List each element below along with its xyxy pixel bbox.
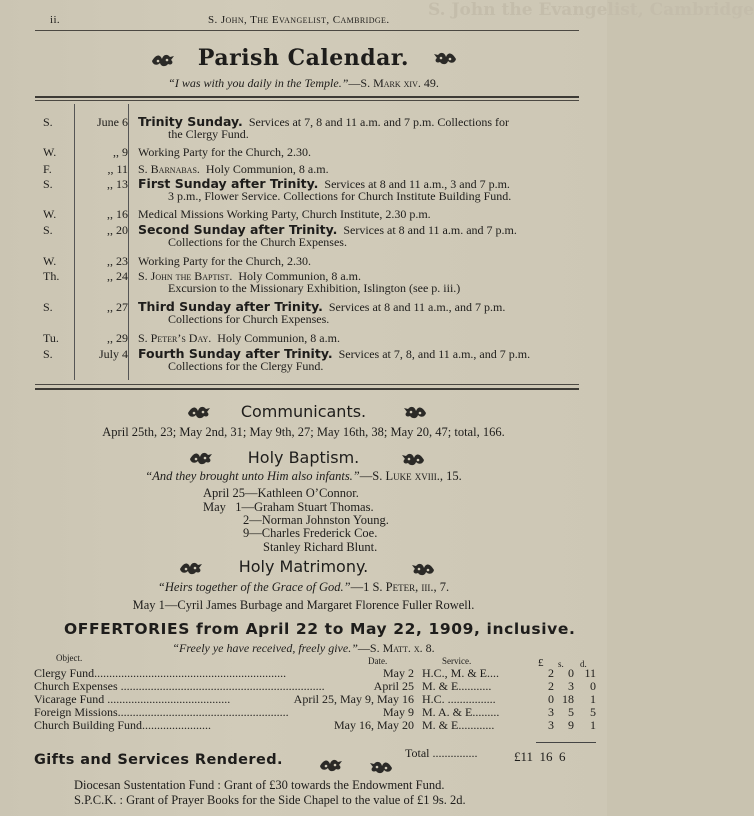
offertory-date: May 9 — [383, 705, 414, 719]
offertory-date: May 16, May 20 — [334, 718, 414, 732]
calendar-event — [138, 224, 582, 248]
offertories-title: OFFERTORIES from April 22 to May 22, 1909, inclusive. — [64, 620, 576, 638]
event-continuation: Collections for the Church Expenses. — [168, 235, 347, 249]
event-text: Services at 7, 8 and 11 a.m. and 7 p.m. Collections for — [248, 115, 509, 129]
fleuron-ornament-icon — [402, 404, 428, 420]
calendar-date: ,, 16 — [107, 207, 128, 221]
calendar-event — [138, 146, 582, 158]
calendar-quote-ref: —S. Mark xiv. 49. — [348, 76, 439, 90]
event-text: Working Party for the Church, 2.30. — [138, 145, 312, 159]
offertory-date: April 25, May 9, May 16 — [293, 692, 414, 706]
event-title: S. Barnabas. — [138, 162, 200, 176]
column-header-date: Date. — [368, 656, 388, 666]
gift-entry: Diocesan Sustentation Fund : Grant of £30 towards the Endowment Fund. — [74, 778, 445, 792]
calendar-event — [138, 178, 582, 202]
column-divider — [128, 104, 129, 380]
event-continuation: Excursion to the Missionary Exhibition, Islington (see p. iii.) — [168, 281, 461, 295]
calendar-day: S. — [43, 177, 53, 191]
event-text: Services at 7, 8, and 11 a.m., and 7 p.m. — [338, 347, 531, 361]
header-rule — [35, 30, 579, 31]
calendar-date: ,, 9 — [113, 145, 128, 159]
event-title: Fourth Sunday after Trinity. — [138, 346, 333, 361]
total-rule — [536, 742, 596, 743]
calendar-date: ,, 27 — [107, 300, 128, 314]
event-title: First Sunday after Trinity. — [138, 176, 319, 191]
fleuron-ornament-icon — [368, 759, 394, 775]
gifts-heading: Gifts and Services Rendered. — [34, 752, 283, 768]
calendar-bottom-rule-thick — [35, 388, 579, 390]
offertory-service: M. & E........... — [422, 679, 492, 693]
offertory-pounds: 3 — [548, 705, 554, 719]
fleuron-ornament-icon — [410, 561, 436, 577]
column-header-shillings: s. — [558, 659, 564, 669]
calendar-quote-text: “I was with you daily in the Temple.” — [168, 76, 349, 90]
offertory-service: M. A. & E......... — [422, 705, 500, 719]
column-header-pounds: £ — [538, 657, 544, 669]
offertory-pounds: 3 — [548, 718, 554, 732]
offertory-date: April 25 — [373, 679, 414, 693]
baptism-entry: 2—Norman Johnston Young. — [243, 513, 389, 527]
offertory-shillings: 9 — [568, 718, 574, 732]
total-amount: £11 16 6 — [514, 749, 566, 764]
event-title: Second Sunday after Trinity. — [138, 222, 338, 237]
calendar-day: S. — [43, 115, 53, 129]
offertory-object: Vicarage Fund ......................................... — [34, 692, 231, 706]
offertory-shillings: 0 — [568, 666, 574, 680]
baptism-entry: 9—Charles Frederick Coe. — [243, 526, 378, 540]
event-title: S. Peter’s Day. — [138, 331, 212, 345]
offertory-service: H.C. ................ — [422, 692, 496, 706]
column-header-object: Object. — [56, 653, 83, 663]
fleuron-ornament-icon — [318, 757, 344, 773]
baptism-entry: Stanley Richard Blunt. — [263, 540, 378, 554]
offertories-quote-ref: —S. Matt. x. 8. — [357, 641, 435, 655]
event-text: Holy Communion, 8 a.m. — [238, 269, 362, 283]
offertory-row — [34, 679, 594, 692]
calendar-quote — [0, 76, 607, 91]
calendar-event — [138, 301, 582, 325]
calendar-day: Tu. — [43, 331, 59, 345]
calendar-event — [138, 348, 582, 372]
calendar-event — [138, 208, 582, 220]
calendar-day: W. — [43, 145, 57, 159]
matrimony-quote — [0, 580, 607, 595]
calendar-date: ,, 11 — [107, 162, 128, 176]
calendar-date: ,, 23 — [107, 254, 128, 268]
calendar-title: Parish Calendar. — [197, 45, 410, 71]
calendar-bottom-rule — [35, 384, 579, 385]
offertory-pence: 1 — [590, 692, 596, 706]
event-text: Holy Communion, 8 a.m. — [205, 162, 329, 176]
offertory-pence: 11 — [584, 666, 596, 680]
offertory-object: Church Building Fund....................... — [34, 718, 212, 732]
column-header-pence: d. — [580, 659, 587, 669]
page-number: ii. — [50, 14, 61, 26]
baptism-entry: April 25—Kathleen O’Connor. — [203, 486, 359, 500]
baptism-quote-text: “And they brought unto Him also infants.” — [145, 469, 360, 483]
offertory-row — [34, 692, 594, 705]
offertory-object: Clergy Fund................................................................ — [34, 666, 287, 680]
event-text: Working Party for the Church, 2.30. — [138, 254, 312, 268]
communicants-text: April 25th, 23; May 2nd, 31; May 9th, 27; May 16th, 38; May 20, 47; total, 166. — [102, 425, 505, 439]
offertory-pence: 1 — [590, 718, 596, 732]
matrimony-quote-text: “Heirs together of the Grace of God.” — [157, 580, 351, 594]
event-continuation: Collections for the Clergy Fund. — [168, 359, 324, 373]
calendar-day: S. — [43, 347, 53, 361]
event-continuation: the Clergy Fund. — [168, 127, 249, 141]
offertory-object: Church Expenses .................................................................... — [34, 679, 325, 693]
matrimony-heading: Holy Matrimony. — [238, 557, 369, 576]
baptism-quote-ref: —S. Luke xviii., 15. — [359, 469, 462, 483]
total-label: Total ............... — [405, 746, 478, 760]
offertory-shillings: 3 — [568, 679, 574, 693]
offertory-pence: 0 — [590, 679, 596, 693]
running-title: S. John, The Evangelist, Cambridge. — [208, 14, 390, 26]
calendar-date: ,, 29 — [107, 331, 128, 345]
calendar-date: June 6 — [97, 115, 128, 129]
show-through-text: S. John the Evangelist, Cambridge — [428, 0, 754, 20]
calendar-event — [138, 332, 582, 344]
calendar-day: W. — [43, 254, 57, 268]
communicants-heading: Communicants. — [240, 402, 367, 421]
event-text: Holy Communion, 8 a.m. — [217, 331, 340, 345]
offertories-quote — [0, 641, 607, 656]
event-text: Services at 8 and 11 a.m., 3 and 7 p.m. — [324, 177, 510, 191]
calendar-date: July 4 — [98, 347, 128, 361]
offertory-shillings: 18 — [562, 692, 574, 706]
offertory-service: H.C., M. & E.... — [422, 666, 500, 680]
event-title: Third Sunday after Trinity. — [138, 299, 323, 314]
offertory-shillings: 5 — [568, 705, 574, 719]
calendar-date: ,, 13 — [107, 177, 128, 191]
calendar-day: F. — [43, 162, 52, 176]
event-title: S. John the Baptist. — [138, 269, 233, 283]
event-continuation: 3 p.m., Flower Service. Collections for Church Institute Building Fund. — [168, 189, 512, 203]
calendar-table — [36, 104, 582, 380]
event-text: Services at 8 and 11 a.m., and 7 p.m. — [328, 300, 506, 314]
event-text: Services at 8 and 11 a.m. and 7 p.m. — [343, 223, 517, 237]
matrimony-quote-ref: —1 S. Peter, iii., 7. — [350, 580, 450, 594]
calendar-day: S. — [43, 223, 53, 237]
gift-entry: S.P.C.K. : Grant of Prayer Books for the Side Chapel to the value of £1 9s. 2d. — [74, 793, 466, 807]
baptism-entry: May 1—Graham Stuart Thomas. — [203, 500, 374, 514]
calendar-date: ,, 20 — [107, 223, 128, 237]
offertory-pence: 5 — [590, 705, 596, 719]
event-title: Trinity Sunday. — [138, 114, 243, 129]
offertory-row — [34, 718, 594, 731]
offertory-pounds: 2 — [548, 679, 554, 693]
offertory-service: M. & E............ — [422, 718, 495, 732]
calendar-top-rule-thin — [35, 100, 579, 101]
event-text: Medical Missions Working Party, Church Institute, 2.30 p.m. — [138, 207, 431, 221]
calendar-top-rule — [35, 96, 579, 98]
fleuron-ornament-icon — [432, 50, 458, 66]
offertory-object: Foreign Missions......................................................... — [34, 705, 289, 719]
calendar-event — [138, 163, 582, 175]
baptism-heading: Holy Baptism. — [247, 448, 360, 467]
calendar-day: W. — [43, 207, 57, 221]
running-head — [42, 12, 577, 30]
offertory-date: May 2 — [383, 666, 414, 680]
offertory-pounds: 2 — [548, 666, 554, 680]
calendar-day: S. — [43, 300, 53, 314]
baptism-quote — [0, 469, 607, 484]
offertories-quote-text: “Freely ye have received, freely give.” — [172, 641, 358, 655]
calendar-day: Th. — [43, 269, 60, 283]
calendar-date: ,, 24 — [107, 269, 128, 283]
offertory-pounds: 0 — [548, 692, 554, 706]
offertory-row — [34, 666, 594, 679]
column-divider — [74, 104, 75, 380]
calendar-event — [138, 270, 582, 294]
matrimony-entry: May 1—Cyril James Burbage and Margaret Florence Fuller Rowell. — [132, 598, 475, 612]
fleuron-ornament-icon — [400, 451, 426, 467]
offertory-row — [34, 705, 594, 718]
event-continuation: Collections for Church Expenses. — [168, 312, 330, 326]
calendar-event — [138, 255, 582, 267]
column-header-service: Service. — [442, 656, 472, 666]
calendar-event — [138, 116, 582, 140]
